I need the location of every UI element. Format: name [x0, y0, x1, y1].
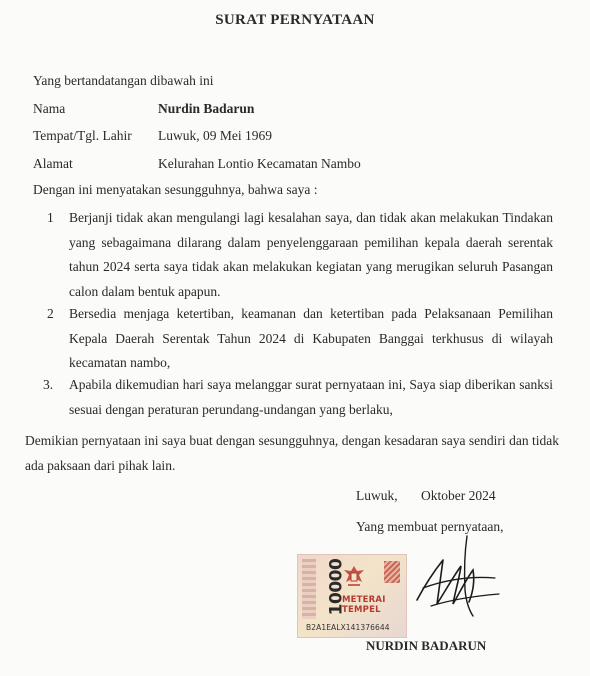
identity-value-birth: Luwuk, 09 Mei 1969	[158, 128, 272, 143]
item-number: 3.	[43, 377, 54, 392]
stamp-security-strip	[302, 559, 316, 619]
statement-line: Dengan ini menyatakan sesungguhnya, bahwa saya :	[33, 182, 318, 197]
identity-value-name: Nurdin Badarun	[158, 101, 255, 116]
signer-name: NURDIN BADARUN	[366, 638, 487, 653]
signature-place: Luwuk,	[356, 488, 398, 503]
list-item: Berjanji tidak akan mengulangi lagi kesalahan saya, dan tidak akan melakukan Tindakan yang sebagaimana dilarang dalam penyelenggaraan pemilihan kepala daerah serentak tahun 2024 serta saya tidak akan melakukan kegiatan yang merugikan seluruh Pasangan calon dalam bentuk apapun.	[69, 210, 553, 299]
signature-caption: Yang membuat pernyataan,	[356, 519, 504, 534]
closing-paragraph: Demikian pernyataan ini saya buat dengan sesungguhnya, dengan kesadaran saya sendiri dan tidak ada paksaan dari pihak lain.	[25, 433, 559, 473]
item-number: 2	[47, 306, 54, 321]
garuda-emblem-icon	[340, 563, 368, 591]
revenue-stamp	[297, 554, 407, 638]
intro-line: Yang bertandatangan dibawah ini	[33, 73, 214, 88]
stamp-value: 10000	[326, 558, 347, 616]
identity-label-address: Alamat	[33, 156, 73, 171]
stamp-label-line1: METERAI	[342, 595, 386, 605]
handwritten-signature	[395, 530, 505, 622]
list-item: Apabila dikemudian hari saya melanggar surat pernyataan ini, Saya siap diberikan sanksi sesuai dengan peraturan perundang-undangan yang berlaku,	[69, 377, 553, 417]
item-number: 1	[47, 210, 54, 225]
identity-value-address: Kelurahan Lontio Kecamatan Nambo	[158, 156, 361, 171]
identity-label-name: Nama	[33, 101, 66, 116]
identity-label-birth: Tempat/Tgl. Lahir	[33, 128, 132, 143]
stamp-serial: B2A1EALX141376644	[306, 623, 390, 632]
list-item: Bersedia menjaga ketertiban, keamanan dan ketertiban pada Pelaksanaan Pemilihan Kepala Daerah Serentak Tahun 2024 di Kabupaten Banggai terkhusus di wilayah kecamatan nambo,	[69, 306, 553, 370]
document-title: SURAT PERNYATAAN	[215, 12, 375, 28]
stamp-label-line2: TEMPEL	[342, 605, 381, 615]
signature-date: Oktober 2024	[421, 488, 496, 503]
